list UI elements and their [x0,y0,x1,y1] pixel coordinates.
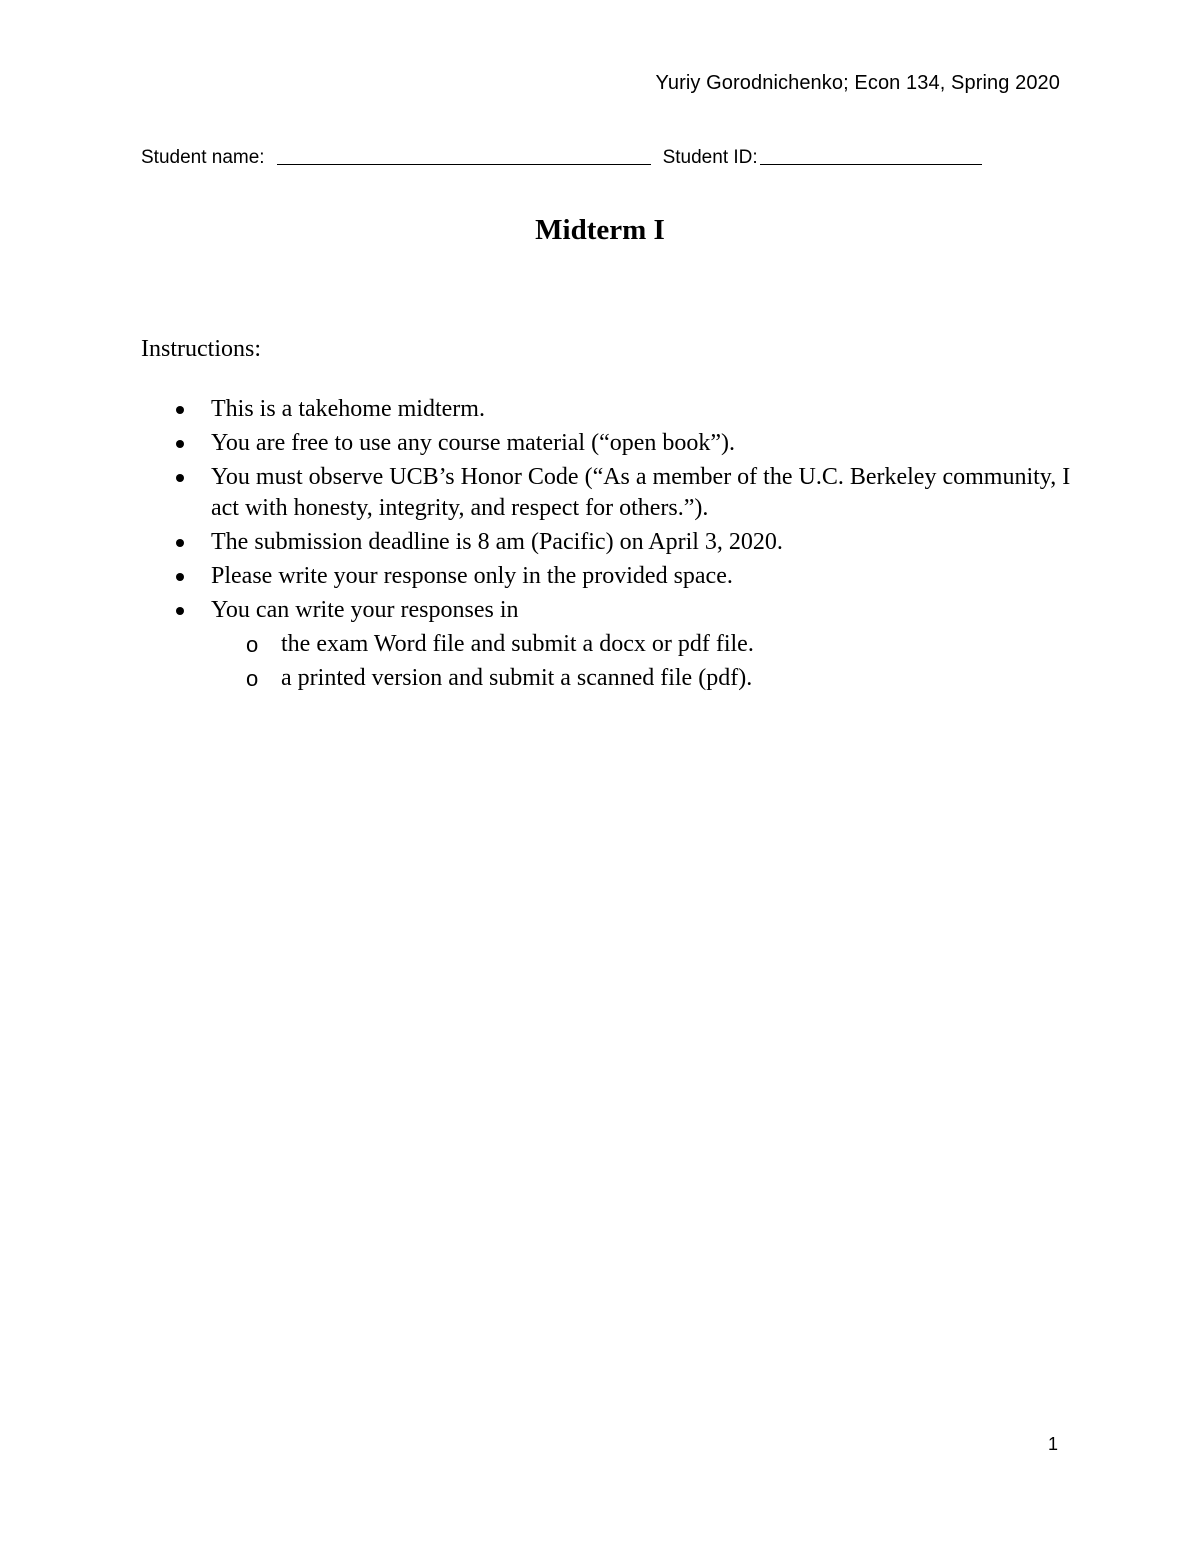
list-item [141,595,1071,694]
list-item-text: This is a takehome midterm. [211,396,485,422]
list-item [141,394,1071,425]
bullet-icon [176,440,184,448]
instructions-list [141,394,1071,697]
sub-list [211,629,1071,694]
bullet-icon [176,474,184,482]
page-number: 1 [1048,1434,1059,1454]
sub-list-item-text: the exam Word file and submit a docx or pdf file. [281,631,754,657]
bullet-icon [176,539,184,547]
list-item-text: Please write your response only in the provided space. [211,563,733,589]
list-item [141,561,1071,592]
instructions-heading: Instructions: [141,336,261,362]
circle-bullet-icon: o [246,632,259,657]
student-name-label: Student name: [141,147,265,168]
list-item-text: You can write your responses in [211,597,519,623]
circle-bullet-icon: o [246,666,259,691]
document-title: Midterm I [535,214,665,246]
sub-list-item-text: a printed version and submit a scanned file (pdf). [281,665,753,691]
bullet-icon [176,607,184,615]
list-item-text: You must observe UCB’s Honor Code (“As a member of the U.C. Berkeley community, I act with honesty, integrity, and respect for others.”). [211,464,1071,521]
bullet-icon [176,406,184,414]
student-name-blank[interactable] [277,146,651,165]
list-item [141,428,1071,459]
list-item-text: You are free to use any course material (“open book”). [211,430,736,456]
header-author-course: Yuriy Gorodnichenko; Econ 134, Spring 2020 [655,72,1060,94]
student-id-blank[interactable] [760,146,982,165]
list-item-text: The submission deadline is 8 am (Pacific) on April 3, 2020. [211,529,783,555]
student-info-row [141,144,982,169]
list-item [141,527,1071,558]
sub-list-item [211,663,1071,694]
sub-list-item [211,629,1071,660]
list-item [141,462,1071,524]
student-id-label: Student ID: [662,147,758,168]
bullet-icon [176,573,184,581]
